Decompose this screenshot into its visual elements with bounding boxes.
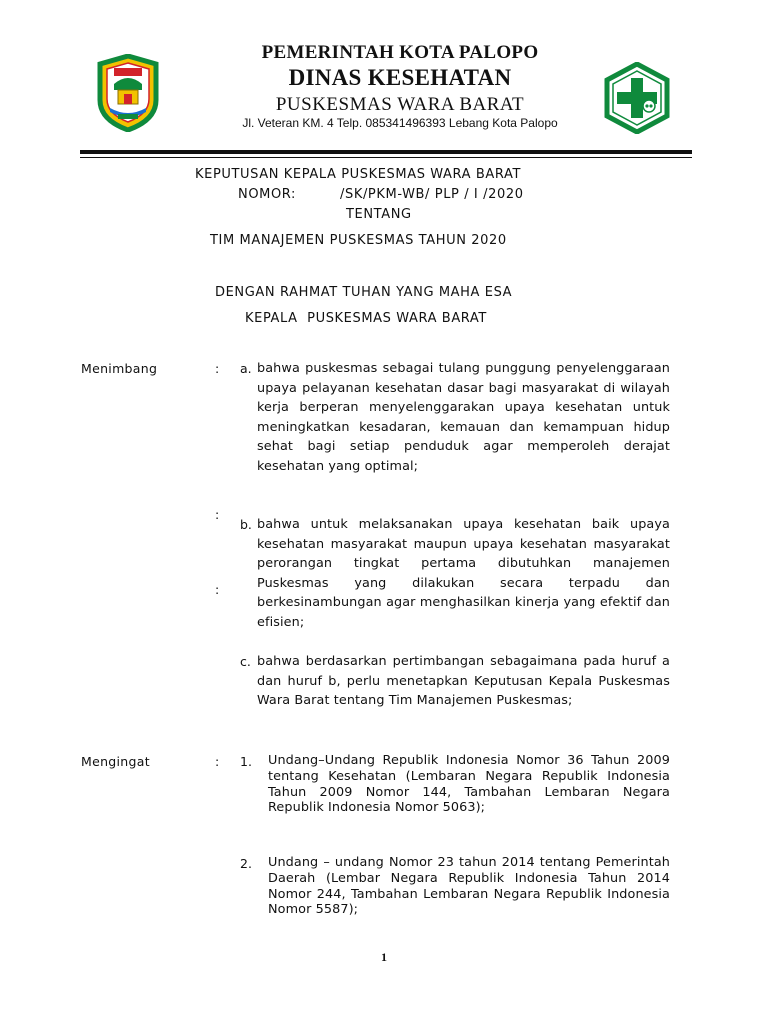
office-name: DINAS KESEHATAN — [288, 65, 512, 90]
menimbang-colon: : — [215, 361, 220, 376]
mengingat-marker-1: 1. — [240, 754, 252, 769]
page-number: 1 — [381, 950, 387, 964]
mengingat-marker-2: 2. — [240, 856, 252, 871]
mengingat-item-2: Undang – undang Nomor 23 tahun 2014 tentang Pemerintah Daerah (Lembar Negara Republik Indonesia Tahun 2014 Nomor 244, Tambahan Lembaran Negara Republik Indonesia Nomor 5587); — [268, 855, 670, 918]
menimbang-marker-a: a. — [240, 361, 252, 376]
letterhead-address: Jl. Veteran KM. 4 Telp. 085341496393 Lebang Kota Palopo — [242, 116, 558, 130]
menimbang-marker-c: c. — [240, 654, 251, 669]
decree-blessing: DENGAN RAHMAT TUHAN YANG MAHA ESA — [215, 285, 513, 300]
decree-heading: KEPUTUSAN KEPALA PUSKESMAS WARA BARAT — [195, 167, 521, 182]
decree-number-label: NOMOR: — [238, 187, 297, 202]
letterhead-divider-thick — [80, 150, 692, 154]
stray-colon: : — [215, 507, 220, 522]
mengingat-colon: : — [215, 754, 220, 769]
menimbang-item-c: bahwa berdasarkan pertimbangan sebagaimana pada huruf a dan huruf b, perlu menetapkan Keputusan Kepala Puskesmas Wara Barat tentang Tim Manajemen Puskesmas; — [257, 654, 670, 708]
puskesmas-name: PUSKESMAS WARA BARAT — [275, 94, 525, 115]
menimbang-item-b: bahwa untuk melaksanakan upaya kesehatan baik upaya kesehatan masyarakat maupun upaya kesehatan masyarakat perorangan tingkat pertama dibutuhkan manajemen Puskesmas yang dilakukan secara terpadu dan berkesinambungan agar menghasilkan kinerja yang efektif dan efisien; — [257, 517, 670, 630]
puskesmas-green-cross-logo — [604, 62, 670, 134]
stray-colon: : — [215, 582, 220, 597]
mengingat-item-1: Undang–Undang Republik Indonesia Nomor 36 Tahun 2009 tentang Kesehatan (Lembaran Negara Republik Indonesia Tahun 2009 Nomor 144, Tambahan Lembaran Negara Republik Indonesia Nomor 5063); — [268, 753, 670, 816]
mengingat-label: Mengingat — [81, 754, 150, 769]
government-name: PEMERINTAH KOTA PALOPO — [261, 42, 539, 63]
letterhead-divider-thin — [80, 157, 692, 158]
decree-about: TENTANG — [346, 207, 412, 222]
palopo-city-emblem — [96, 54, 160, 132]
menimbang-label: Menimbang — [81, 361, 158, 376]
menimbang-marker-b: b. — [240, 517, 252, 532]
menimbang-item-a: bahwa puskesmas sebagai tulang punggung penyelenggaraan upaya pelayanan kesehatan dasar bagi masyarakat di wilayah kerja berperan menyelenggarakan upaya kesehatan untuk meningkatkan kesadaran, kemauan dan kemampuan hidup sehat bagi setiap penduduk agar memperoleh derajat kesehatan yang optimal; — [257, 361, 670, 474]
decree-number-value: /SK/PKM-WB/ PLP / I /2020 — [340, 187, 524, 202]
decree-issuer: KEPALA PUSKESMAS WARA BARAT — [245, 311, 487, 326]
decree-subject: TIM MANAJEMEN PUSKESMAS TAHUN 2020 — [210, 233, 507, 248]
